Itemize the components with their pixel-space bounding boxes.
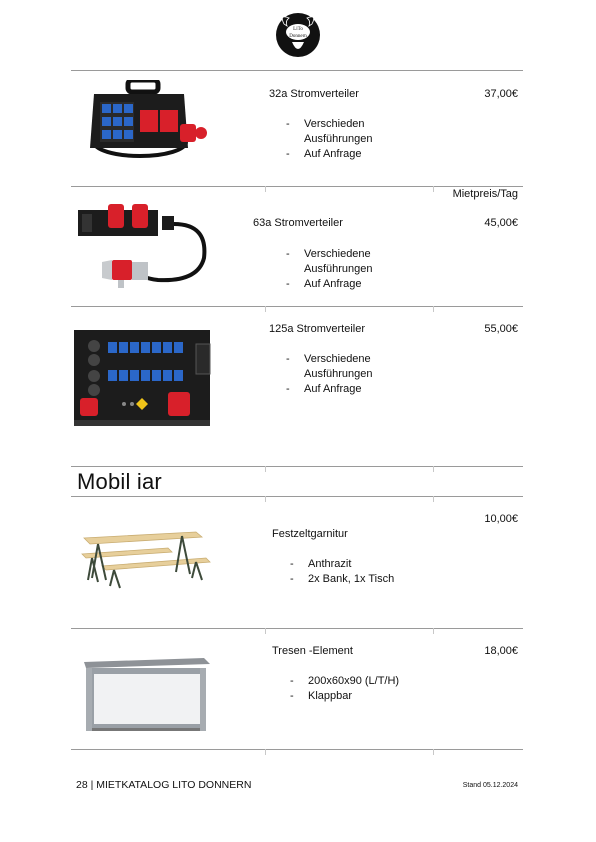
- logo-line2: Donnern: [289, 34, 307, 39]
- divider: [71, 186, 523, 187]
- list-item: - Auf Anfrage: [286, 382, 406, 397]
- product-price: 37,00€: [484, 88, 518, 100]
- divider: [71, 749, 523, 750]
- list-item: - Auf Anfrage: [286, 147, 406, 162]
- product-price: 45,00€: [484, 217, 518, 229]
- divider: [71, 70, 523, 71]
- product-price: 55,00€: [484, 323, 518, 335]
- product-name: 63a Stromverteiler: [253, 217, 343, 229]
- list-item: - 200x60x90 (L/T/H): [290, 674, 420, 689]
- footer-page-label: 28 | MIETKATALOG LITO DONNERN: [76, 779, 252, 791]
- list-item: - Klappbar: [290, 689, 420, 704]
- logo-line1: LiTo: [293, 27, 303, 32]
- product-bullets: [286, 117, 406, 162]
- goat-head-logo-icon: [275, 12, 321, 58]
- column-header-price: Mietpreis/Tag: [452, 188, 518, 200]
- product-bullets: [290, 557, 410, 587]
- list-item: - Auf Anfrage: [286, 277, 406, 292]
- divider: [71, 466, 523, 467]
- power-distributor-63a-image: [78, 198, 213, 290]
- power-distributor-32a-image: [88, 80, 208, 166]
- divider: [71, 628, 523, 629]
- product-name: 125a Stromverteiler: [269, 323, 365, 335]
- divider: [71, 306, 523, 307]
- section-title: Mobil iar: [77, 469, 162, 494]
- beer-tent-set-image: [78, 528, 213, 590]
- power-distributor-125a-image: [70, 328, 215, 428]
- list-item: - Verschiedene Ausführungen: [286, 352, 406, 382]
- list-item: - Verschiedene Ausführungen: [286, 247, 406, 277]
- product-bullets: [286, 247, 406, 292]
- product-bullets: [286, 352, 406, 397]
- product-name: 32a Stromverteiler: [269, 88, 359, 100]
- list-item: - Anthrazit: [290, 557, 410, 572]
- bar-counter-image: [82, 656, 210, 734]
- footer-date: Stand 05.12.2024: [462, 782, 518, 789]
- list-item: - 2x Bank, 1x Tisch: [290, 572, 410, 587]
- divider: [71, 496, 523, 497]
- product-price: 18,00€: [484, 645, 518, 657]
- product-bullets: [290, 674, 420, 704]
- product-name: Festzeltgarnitur: [272, 528, 348, 540]
- product-name: Tresen -Element: [272, 645, 353, 657]
- product-price: 10,00€: [484, 513, 518, 525]
- logo: [275, 12, 321, 58]
- list-item: - Verschieden Ausführungen: [286, 117, 406, 147]
